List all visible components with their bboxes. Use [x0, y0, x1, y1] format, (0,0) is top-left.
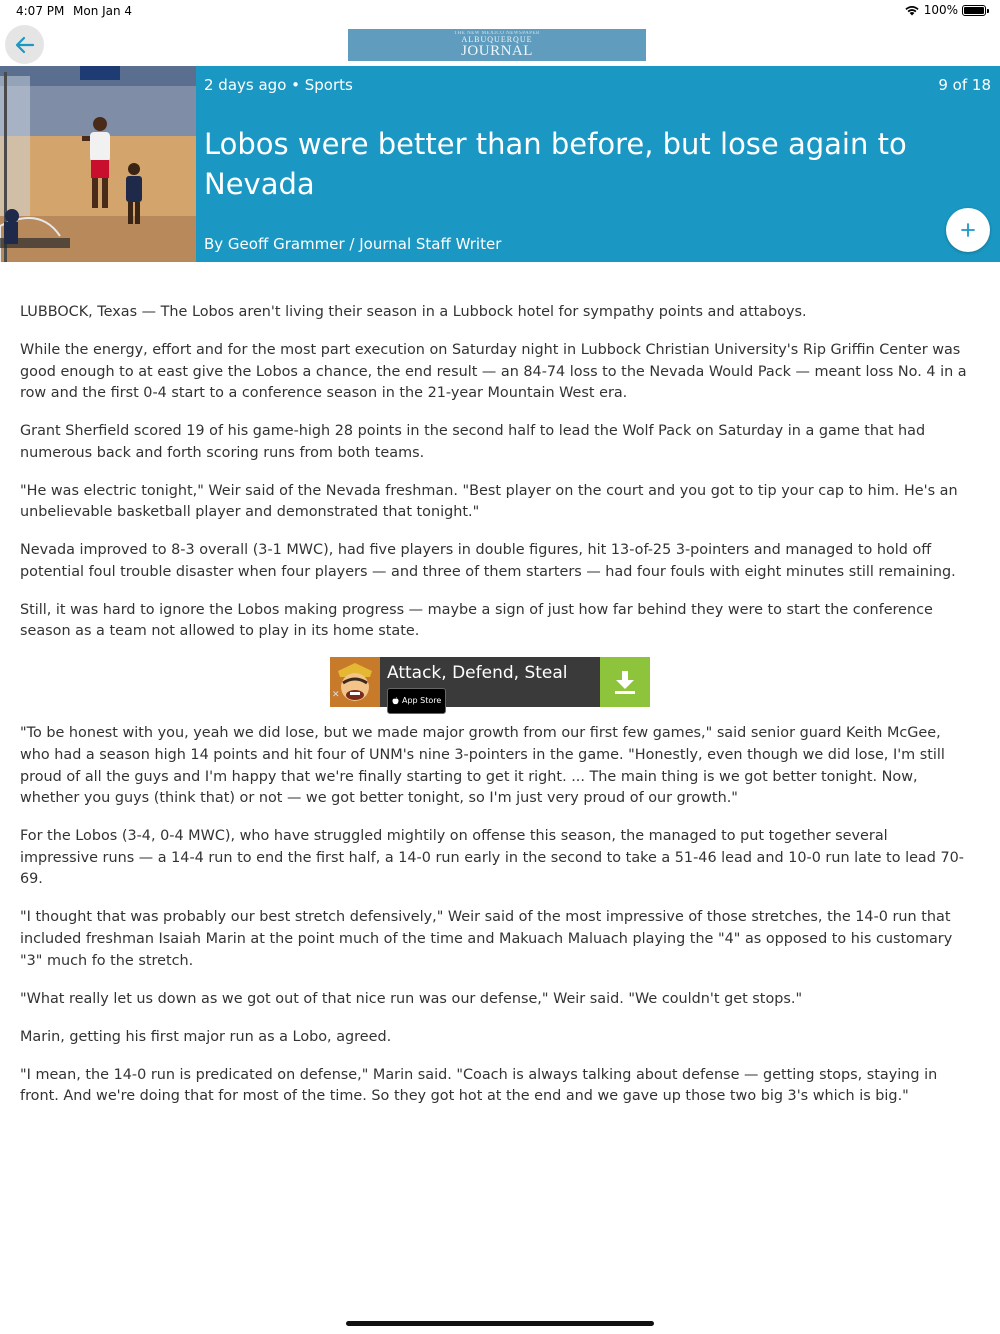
basketball-photo-illustration	[0, 66, 196, 262]
article-position-counter: 9 of 18	[938, 76, 991, 94]
newspaper-masthead-logo	[348, 29, 646, 61]
status-time: 4:07 PM	[16, 4, 65, 18]
back-button[interactable]	[5, 25, 44, 64]
masthead-tagline: THE NEW MEXICO NEWSPAPER	[454, 31, 540, 36]
add-button[interactable]	[946, 208, 990, 252]
article-paragraph: Still, it was hard to ignore the Lobos making progress — maybe a sign of just how far behind they were to start the conference season as a team not allowed to play in its home state.	[20, 601, 933, 640]
article-paragraphs-before-ad	[20, 302, 970, 643]
article-title: Lobos were better than before, but lose again to Nevada	[204, 127, 907, 201]
arrow-left-icon	[15, 36, 35, 54]
article-paragraph: For the Lobos (3-4, 0-4 MWC), who have struggled mightily on offense this season, the managed to put together several impressive runs — a 14-4 run to end the first half, a 14-0 run early in the second to take a 51-46 lead and 10-0 run late to lead 70-69.	[20, 828, 964, 888]
apple-icon	[392, 697, 399, 705]
article-paragraph: "What really let us down as we got out of that nice run was our defense," Weir said. "We couldn't get stops."	[20, 990, 803, 1007]
masthead-line2: JOURNAL	[461, 43, 533, 59]
advertisement-banner[interactable]	[330, 657, 650, 707]
article-paragraph: LUBBOCK, Texas — The Lobos aren't living their season in a Lubbock hotel for sympathy points and attaboys.	[20, 304, 807, 320]
article-paragraphs-after-ad	[20, 723, 970, 1107]
article-paragraph: While the energy, effort and for the most part execution on Saturday night in Lubbock Christian University's Rip Griffin Center was good enough to at east give the Lobos a chance, the end result — an 84-74 loss to the Nevada Would Pack — meant loss No. 4 in a row and the first 0-4 start to a conference season in the 21-year Mountain West era.	[20, 341, 967, 402]
ad-title: Attack, Defend, Steal	[387, 663, 568, 684]
status-date: Mon Jan 4	[73, 4, 133, 18]
ad-download-button[interactable]	[600, 657, 650, 707]
app-store-label: App Store	[402, 696, 442, 706]
home-indicator[interactable]	[346, 1321, 654, 1326]
article-header	[0, 66, 1000, 262]
article-byline: By Geoff Grammer / Journal Staff Writer	[204, 235, 502, 253]
article-body	[20, 302, 970, 1124]
article-paragraph: "He was electric tonight," Weir said of the Nevada freshman. "Best player on the court and you got to tip your cap to him. He's an unbelievable basketball player and demonstrated that tonight."	[20, 482, 958, 521]
article-paragraph: "I thought that was probably our best stretch defensively," Weir said of the most impressive of those stretches, the 14-0 run that included freshman Isaiah Marin at the point much of the time and Makuach Maluach playing the "4" as opposed to his customary "3" much fo the stretch.	[20, 909, 953, 969]
status-indicators	[904, 3, 986, 17]
status-bar	[0, 0, 1000, 24]
app-store-badge	[387, 688, 446, 714]
battery-level	[964, 7, 984, 14]
download-icon	[613, 669, 637, 695]
article-photo[interactable]	[0, 66, 196, 262]
ad-close-icon[interactable]: ✕	[332, 689, 340, 700]
article-paragraph: Marin, getting his first major run as a Lobo, agreed.	[20, 1028, 392, 1045]
article-paragraph: "I mean, the 14-0 run is predicated on defense," Marin said. "Coach is always talking about defense — getting stops, staying in front. And we're doing that for most of the time. So they got hot at the end and we gave up those two big 3's which is big."	[20, 1066, 938, 1105]
masthead-line1: ALBUQUERQUE	[461, 35, 533, 44]
battery-icon	[962, 5, 986, 16]
article-paragraph: Nevada improved to 8-3 overall (3-1 MWC), had five players in double figures, hit 13-of-25 3-pointers and managed to hold off potential foul trouble disaster when four players — and three of them starters — had four fouls with eight minutes still remaining.	[20, 542, 956, 580]
article-paragraph: "To be honest with you, yeah we did lose, but we made major growth from our first few games," said senior guard Keith McGee, who had a season high 14 points and hit four of UNM's nine 3-pointers in the game. "Honestly, even though we did lose, I'm still proud of all the guys and I'm happy that we're finally starting to get it right. ... The main thing is we got better tonight. Now, whether you guys (think that) or not — we got better tonight, so I'm just very proud of our growth."	[20, 725, 945, 807]
wifi-icon	[904, 4, 920, 16]
article-meta: 2 days ago • Sports	[204, 76, 353, 94]
plus-icon	[961, 223, 975, 237]
ad-text-area	[380, 657, 600, 707]
battery-percent: 100%	[923, 3, 958, 17]
article-paragraph: Grant Sherfield scored 19 of his game-high 28 points in the second half to lead the Wolf Pack on Saturday in a game that had numerous back and forth scoring runs from both teams.	[20, 423, 926, 461]
